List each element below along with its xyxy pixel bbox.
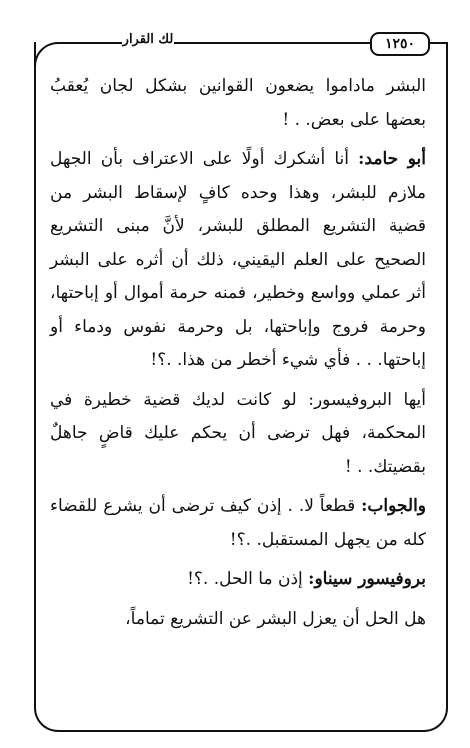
running-title: لك القرار <box>122 32 174 47</box>
speaker-label: والجواب: <box>361 496 426 516</box>
paragraph-text: قطعاً لا. . إذن كيف ترضى أن يشرع للقضاء كله من يجهل المستقبل. .؟! <box>50 496 426 550</box>
paragraph <box>50 384 426 485</box>
paragraph-text: البشر ماداموا يضعون القوانين بشكل لجان يُعقبُ بعضها على بعض. . ! <box>50 76 426 130</box>
speaker-label: بروفيسور سيناو: <box>308 569 426 589</box>
paragraph-text: أيها البروفيسور: لو كانت لديك قضية خطيرة في المحكمة، فهل ترضى أن يحكم عليك قاضٍ جاهلٌ بقضيتك. . ! <box>50 389 426 477</box>
paragraph-text: إذن ما الحل. .؟! <box>187 569 309 589</box>
page-number: ١٢٥٠ <box>370 32 430 56</box>
paragraph <box>50 563 426 597</box>
paragraph <box>50 490 426 557</box>
paragraph-text: هل الحل أن يعزل البشر عن التشريع تماماً، <box>125 608 426 629</box>
paragraph <box>50 603 426 637</box>
body-text <box>50 70 426 642</box>
paragraph <box>50 143 426 378</box>
speaker-label: أبو حامد: <box>358 149 426 169</box>
paragraph <box>50 70 426 137</box>
paragraph-text: أنا أشكرك أولًا على الاعتراف بأن الجهل ملازم للبشر، وهذا وحده كافٍ لإسقاط البشر من قضية التشريع المطلق للبشر، لأنَّ مبنى التشريع الصحيح على العلم اليقيني، ذلك أن أثره على البشر أثر عملي وواسع وخطير، فمنه حرمة أموال أو إباحتها، وحرمة فروج وإباحتها، بل وحرمة نفوس ودماء أو إباحتها. . . فأي شيء أخطر من هذا. .؟! <box>50 149 426 370</box>
